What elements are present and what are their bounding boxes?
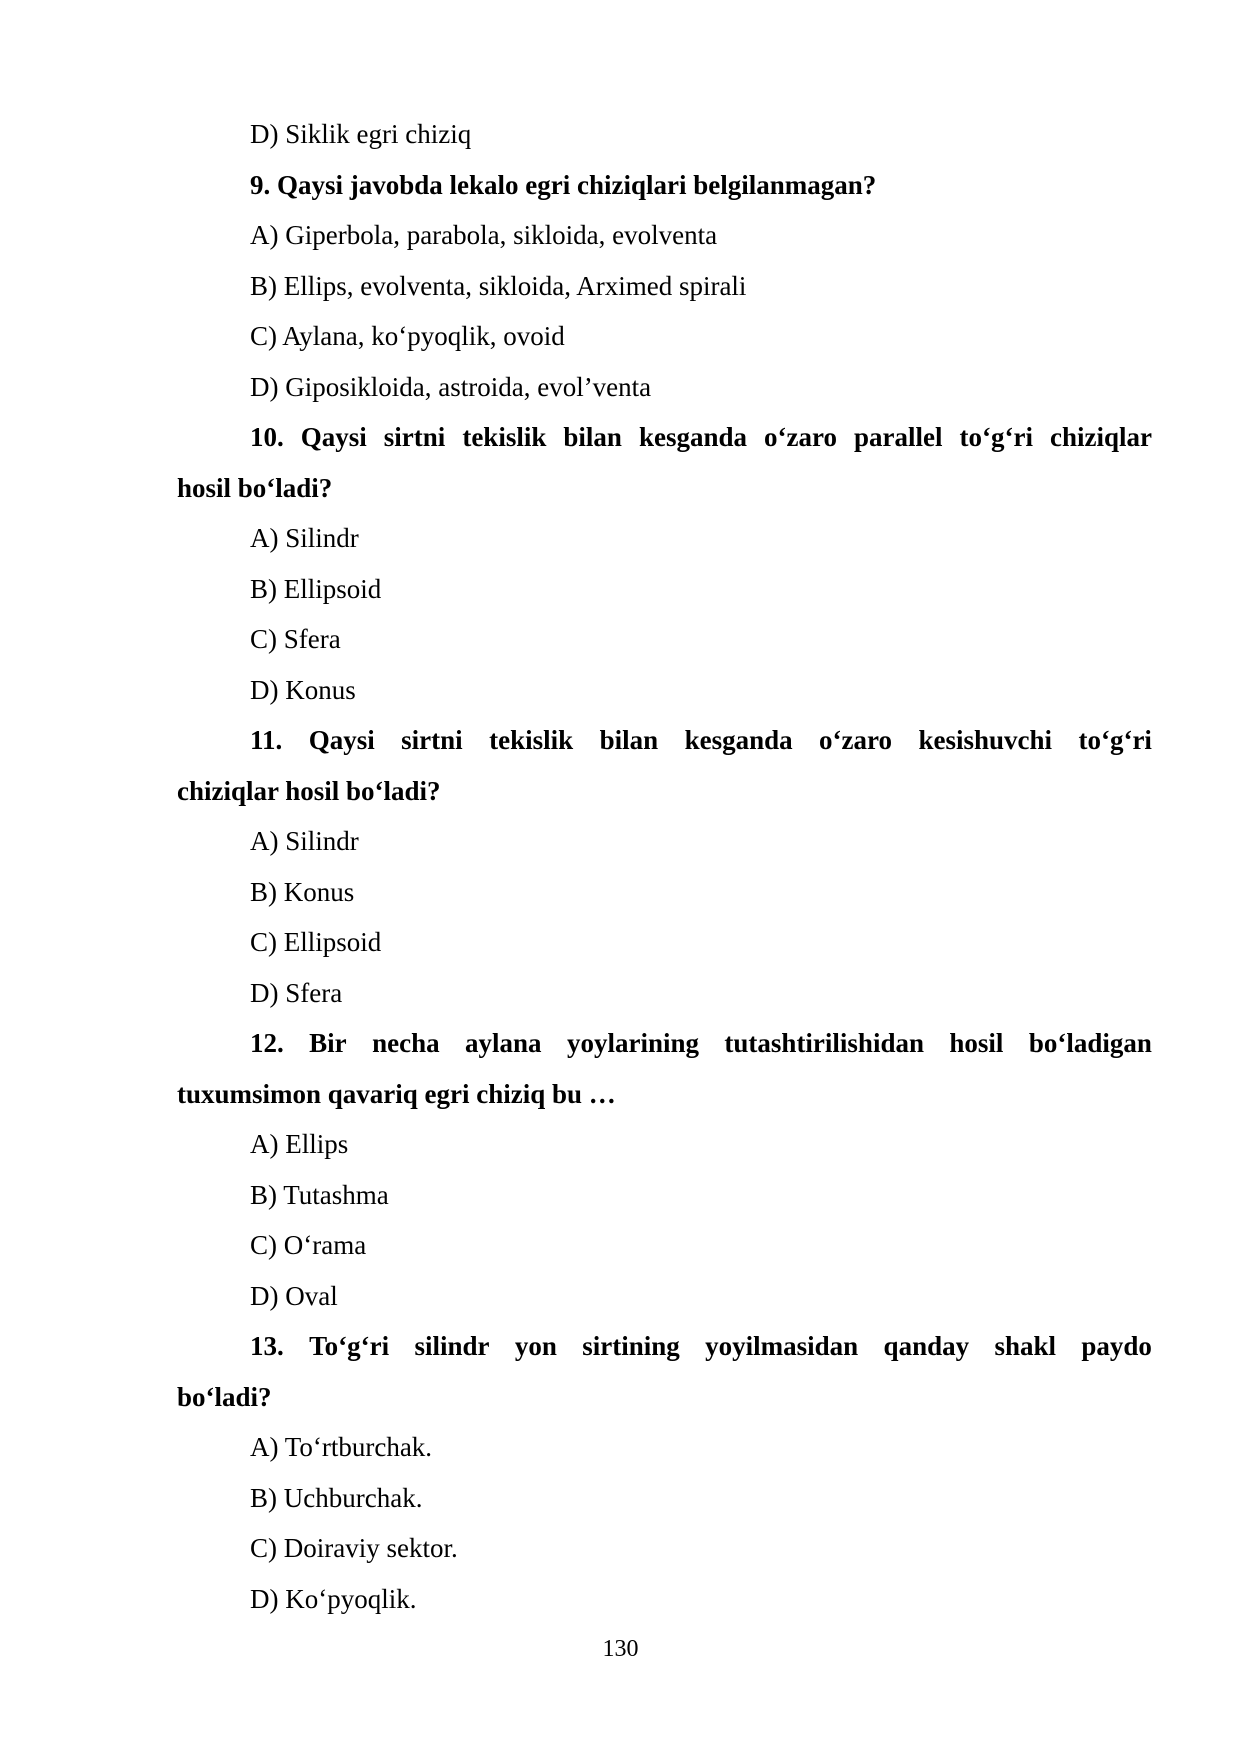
question-word: o‘zaro [819,725,893,755]
question-word: o‘zaro [764,422,837,452]
question-word: 12. [250,1028,284,1058]
question-12-line-1 [177,1018,1152,1069]
question-11-line-2: chiziqlar hosil bo‘ladi? [177,775,441,806]
question-word: bilan [599,725,659,755]
question-12-option-b: B) Tutashma [250,1179,389,1210]
question-12-option-c: C) O‘rama [250,1230,367,1260]
question-word: Qaysi [300,422,367,452]
question-10-option-d: D) Konus [250,674,356,705]
question-13-title [177,1321,1152,1422]
question-word: tekislik [489,725,574,755]
question-word: kesganda [638,422,747,452]
question-12-option-a: A) Ellips [250,1129,349,1159]
question-11-title [177,715,1152,816]
question-9-option-b: B) Ellips, evolventa, sikloida, Arximed spirali [250,270,747,301]
question-9-option-c: C) Aylana, ko‘pyoqlik, ovoid [250,321,565,351]
question-word: chiziqlar [1050,422,1152,452]
question-12-line-2: tuxumsimon qavariq egri chiziq bu … [177,1078,616,1109]
question-word: bilan [563,422,622,452]
question-word: hosil [949,1028,1004,1058]
question-11-option-b: B) Konus [250,876,355,907]
question-10-line-1 [177,412,1152,463]
question-10-option-a: A) Silindr [250,523,359,553]
question-10-option-b: B) Ellipsoid [250,573,382,604]
question-11-line-1 [177,715,1152,766]
question-word: aylana [465,1028,542,1058]
question-word: tekislik [462,422,547,452]
question-9-option-d: D) Giposikloida, astroida, evol’venta [250,371,652,402]
question-word: 13. [250,1331,284,1361]
question-word: parallel [854,422,943,452]
question-word: 11. [250,725,283,755]
question-11-option-c: C) Ellipsoid [250,927,382,957]
option-line: D) Siklik egri chiziq [250,119,472,149]
page-number: 130 [602,1636,639,1662]
question-word: yon [514,1331,557,1361]
question-13-line-2: bo‘ladi? [177,1381,272,1412]
question-13-option-d: D) Ko‘pyoqlik. [250,1583,417,1614]
question-word: to‘g‘ri [1078,725,1152,755]
question-word: qanday [883,1331,970,1361]
question-13-option-a: A) To‘rtburchak. [250,1432,433,1462]
question-word: tutashtirilishidan [724,1028,924,1058]
question-word: sirtni [383,422,446,452]
question-word: 10. [250,422,284,452]
question-word: kesishuvchi [918,725,1053,755]
question-word: yoylarining [566,1028,699,1058]
question-word: silindr [414,1331,490,1361]
question-12-title [177,1018,1152,1119]
question-13-option-c: C) Doiraviy sektor. [250,1533,458,1563]
question-word: paydo [1081,1331,1152,1361]
question-word: To‘g‘ri [309,1331,390,1361]
question-word: sirtining [582,1331,680,1361]
question-word: shakl [994,1331,1057,1361]
question-13-option-b: B) Uchburchak. [250,1482,423,1513]
question-11-option-a: A) Silindr [250,826,359,856]
question-word: bo‘ladigan [1028,1028,1152,1058]
question-10-line-2: hosil bo‘ladi? [177,472,333,503]
question-word: to‘g‘ri [959,422,1033,452]
question-10-option-c: C) Sfera [250,624,341,654]
question-10-title [177,412,1152,513]
question-word: yoyilmasidan [705,1331,859,1361]
question-9-option-a: A) Giperbola, parabola, sikloida, evolventa [250,220,718,250]
question-word: Qaysi [308,725,375,755]
page-content [177,109,1152,1624]
question-9-title: 9. Qaysi javobda lekalo egri chiziqlari belgilanmagan? [250,169,877,200]
question-12-option-d: D) Oval [250,1280,338,1311]
question-word: Bir [309,1028,347,1058]
question-13-line-1 [177,1321,1152,1372]
question-11-option-d: D) Sfera [250,977,343,1008]
question-word: sirtni [401,725,463,755]
question-word: kesganda [684,725,793,755]
question-word: necha [372,1028,440,1058]
